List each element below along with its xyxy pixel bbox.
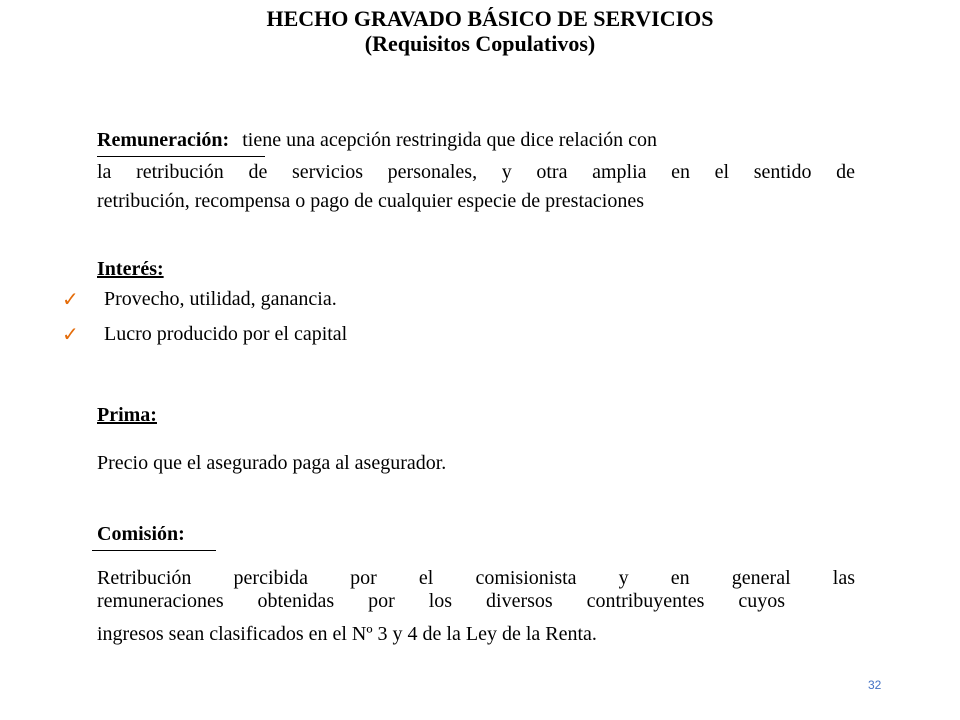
check-icon: ✓ (62, 287, 79, 311)
prima-term: Prima: (97, 404, 157, 426)
remuneracion-text-3: retribución, recompensa o pago de cualquier especie de prestaciones (97, 190, 644, 212)
page-title: HECHO GRAVADO BÁSICO DE SERVICIOS (266, 6, 714, 31)
check-icon: ✓ (62, 322, 79, 346)
interes-item-2-text: Lucro producido por el capital (104, 323, 348, 345)
remuneracion-underline (97, 156, 265, 157)
remuneracion-text-2: la retribución de servicios personales, y otra amplia en el sentido de (97, 161, 855, 183)
comision-underline (92, 550, 216, 551)
prima-definition: Precio que el asegurado paga al asegurador. (97, 452, 447, 474)
remuneracion-text-1: tiene una acepción restringida que dice relación con (242, 129, 658, 151)
interes-item-1 (62, 287, 337, 311)
comision-text-1: Retribución percibida por el comisionista y en general las (97, 567, 855, 589)
interes-item-1-text: Provecho, utilidad, ganancia. (104, 288, 337, 310)
interes-term: Interés: (97, 258, 164, 280)
interes-item-2 (62, 322, 348, 346)
comision-text-3: ingresos sean clasificados en el Nº 3 y 4 de la Ley de la Renta. (97, 623, 597, 645)
comision-text-2: remuneraciones obtenidas por los diversos contribuyentes cuyos (97, 590, 785, 612)
comision-term: Comisión: (97, 523, 185, 545)
remuneracion-line1 (97, 128, 857, 152)
page-number: 32 (868, 678, 882, 692)
page-subtitle: (Requisitos Copulativos) (364, 31, 596, 56)
remuneracion-term: Remuneración: (97, 129, 230, 151)
